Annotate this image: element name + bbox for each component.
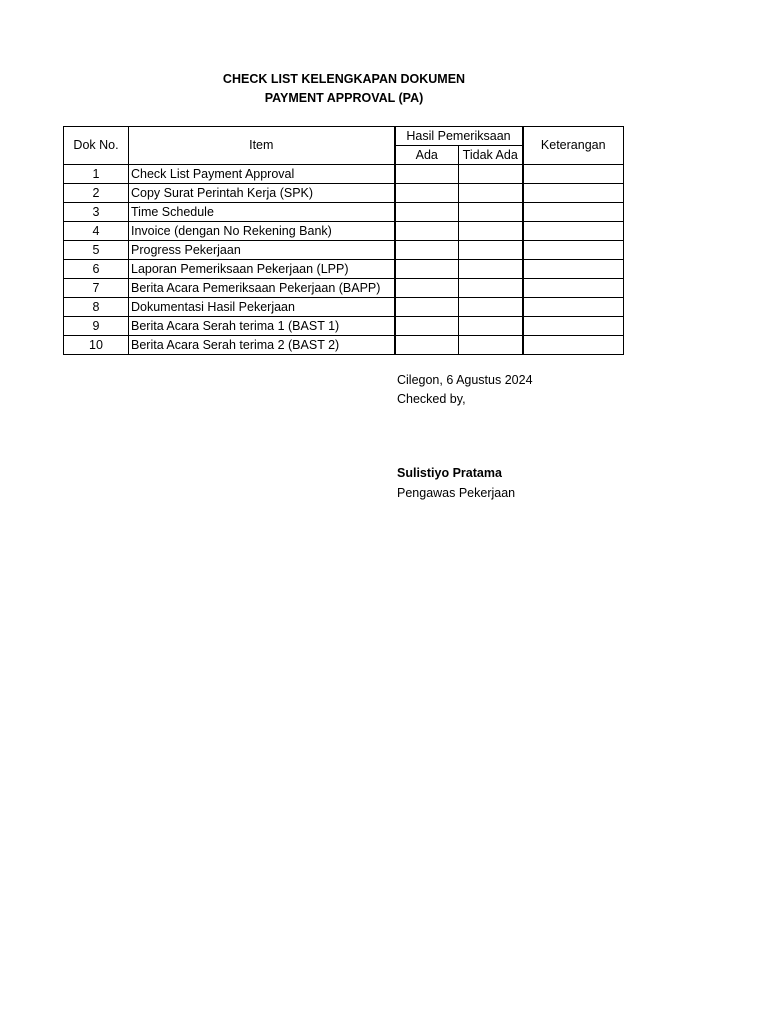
table-row — [64, 279, 624, 298]
cell-tidak-ada — [459, 298, 523, 317]
checked-by-label: Checked by, — [397, 392, 466, 406]
table-header — [64, 127, 624, 165]
cell-item: Berita Acara Serah terima 1 (BAST 1) — [129, 317, 395, 336]
cell-tidak-ada — [459, 203, 523, 222]
table-row — [64, 260, 624, 279]
cell-ada — [395, 241, 459, 260]
cell-dok-no: 10 — [64, 336, 129, 355]
signer-role: Pengawas Pekerjaan — [397, 486, 516, 500]
cell-dok-no: 6 — [64, 260, 129, 279]
cell-keterangan — [523, 203, 624, 222]
cell-tidak-ada — [459, 241, 523, 260]
cell-dok-no: 3 — [64, 203, 129, 222]
cell-item: Berita Acara Pemeriksaan Pekerjaan (BAPP) — [129, 279, 395, 298]
cell-keterangan — [523, 184, 624, 203]
cell-dok-no: 4 — [64, 222, 129, 241]
cell-item: Progress Pekerjaan — [129, 241, 395, 260]
document-subtitle: PAYMENT APPROVAL (PA) — [264, 91, 424, 105]
cell-dok-no: 2 — [64, 184, 129, 203]
cell-tidak-ada — [459, 279, 523, 298]
cell-keterangan — [523, 165, 624, 184]
table-row — [64, 203, 624, 222]
table-row — [64, 241, 624, 260]
cell-dok-no: 9 — [64, 317, 129, 336]
table-row — [64, 222, 624, 241]
cell-keterangan — [523, 279, 624, 298]
cell-tidak-ada — [459, 184, 523, 203]
table-body — [64, 165, 624, 355]
checklist-table — [63, 126, 624, 355]
cell-item: Check List Payment Approval — [129, 165, 395, 184]
header-tidak-ada: Tidak Ada — [459, 146, 523, 165]
cell-keterangan — [523, 241, 624, 260]
cell-dok-no: 7 — [64, 279, 129, 298]
cell-ada — [395, 203, 459, 222]
cell-item: Copy Surat Perintah Kerja (SPK) — [129, 184, 395, 203]
table-row — [64, 165, 624, 184]
cell-keterangan — [523, 298, 624, 317]
cell-ada — [395, 336, 459, 355]
table-row — [64, 298, 624, 317]
cell-item: Dokumentasi Hasil Pekerjaan — [129, 298, 395, 317]
cell-item: Berita Acara Serah terima 2 (BAST 2) — [129, 336, 395, 355]
cell-item: Invoice (dengan No Rekening Bank) — [129, 222, 395, 241]
signer-name: Sulistiyo Pratama — [397, 466, 502, 480]
place-date: Cilegon, 6 Agustus 2024 — [397, 373, 533, 387]
cell-tidak-ada — [459, 317, 523, 336]
cell-item: Time Schedule — [129, 203, 395, 222]
cell-ada — [395, 298, 459, 317]
header-item: Item — [129, 127, 395, 165]
header-dok-no: Dok No. — [64, 127, 129, 165]
cell-item: Laporan Pemeriksaan Pekerjaan (LPP) — [129, 260, 395, 279]
header-keterangan: Keterangan — [523, 127, 624, 165]
document-title: CHECK LIST KELENGKAPAN DOKUMEN — [222, 72, 466, 86]
cell-tidak-ada — [459, 165, 523, 184]
cell-dok-no: 5 — [64, 241, 129, 260]
cell-ada — [395, 260, 459, 279]
cell-ada — [395, 317, 459, 336]
cell-keterangan — [523, 336, 624, 355]
table-row — [64, 184, 624, 203]
table-row — [64, 317, 624, 336]
cell-keterangan — [523, 222, 624, 241]
cell-ada — [395, 165, 459, 184]
cell-ada — [395, 279, 459, 298]
table-row — [64, 336, 624, 355]
cell-tidak-ada — [459, 260, 523, 279]
header-ada: Ada — [395, 146, 459, 165]
cell-keterangan — [523, 260, 624, 279]
cell-dok-no: 1 — [64, 165, 129, 184]
cell-dok-no: 8 — [64, 298, 129, 317]
cell-keterangan — [523, 317, 624, 336]
cell-ada — [395, 184, 459, 203]
cell-tidak-ada — [459, 222, 523, 241]
cell-ada — [395, 222, 459, 241]
header-hasil-pemeriksaan: Hasil Pemeriksaan — [395, 127, 523, 146]
cell-tidak-ada — [459, 336, 523, 355]
